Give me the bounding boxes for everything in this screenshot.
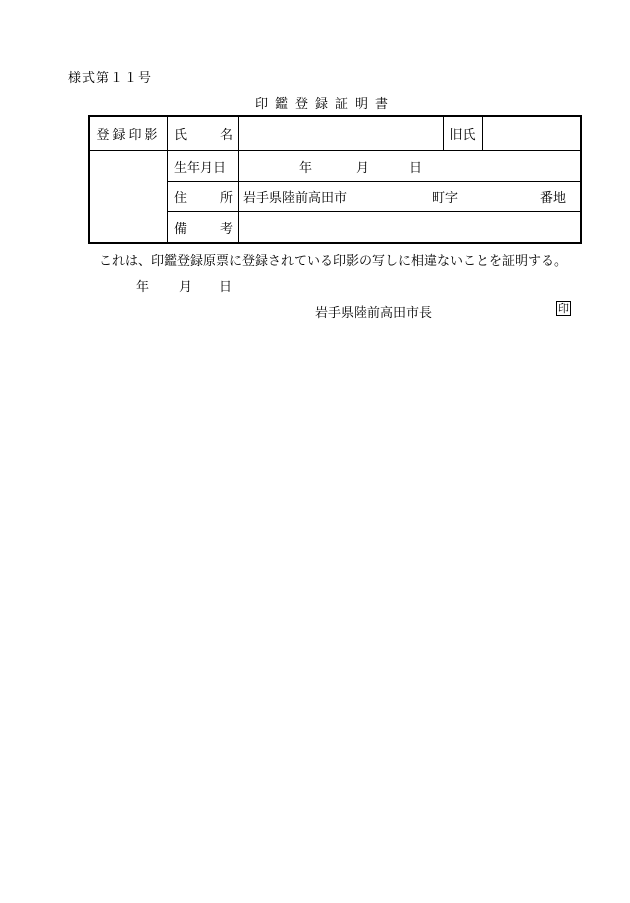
address-number: 番地 (540, 191, 567, 206)
divider (167, 117, 168, 242)
seal-impression-area (90, 151, 167, 242)
issue-year: 年 (136, 280, 150, 295)
birth-day: 日 (409, 160, 423, 176)
name-label: 氏 名 (174, 128, 233, 143)
remarks-field (242, 212, 578, 242)
address-town: 町字 (432, 191, 459, 206)
issue-day: 日 (219, 280, 233, 295)
address-city: 岩手県陸前高田市 (243, 191, 348, 206)
seal-impression-label: 登録印影 (96, 128, 161, 143)
birthdate-label: 生年月日 (174, 160, 227, 176)
birthdate-field (239, 151, 580, 181)
divider (482, 117, 483, 150)
form-number: 様式第１１号 (68, 71, 153, 86)
address-label: 住 所 (174, 191, 233, 206)
document-title: 印鑑登録証明書 (254, 97, 395, 112)
former-name-field (486, 117, 578, 150)
certification-statement: これは、印鑑登録原票に登録されている印影の写しに相違ないことを証明する。 (99, 254, 568, 269)
seal-mark-icon: 印 (558, 302, 569, 315)
issue-month: 月 (179, 280, 193, 295)
former-name-label: 旧氏 (449, 128, 476, 143)
birth-month: 月 (356, 160, 370, 176)
issuer-name: 岩手県陸前高田市長 (315, 306, 433, 321)
address-field (239, 182, 580, 211)
name-field (242, 117, 440, 150)
birth-year: 年 (299, 160, 313, 176)
remarks-label: 備 考 (174, 221, 233, 237)
certificate-table (88, 115, 582, 244)
